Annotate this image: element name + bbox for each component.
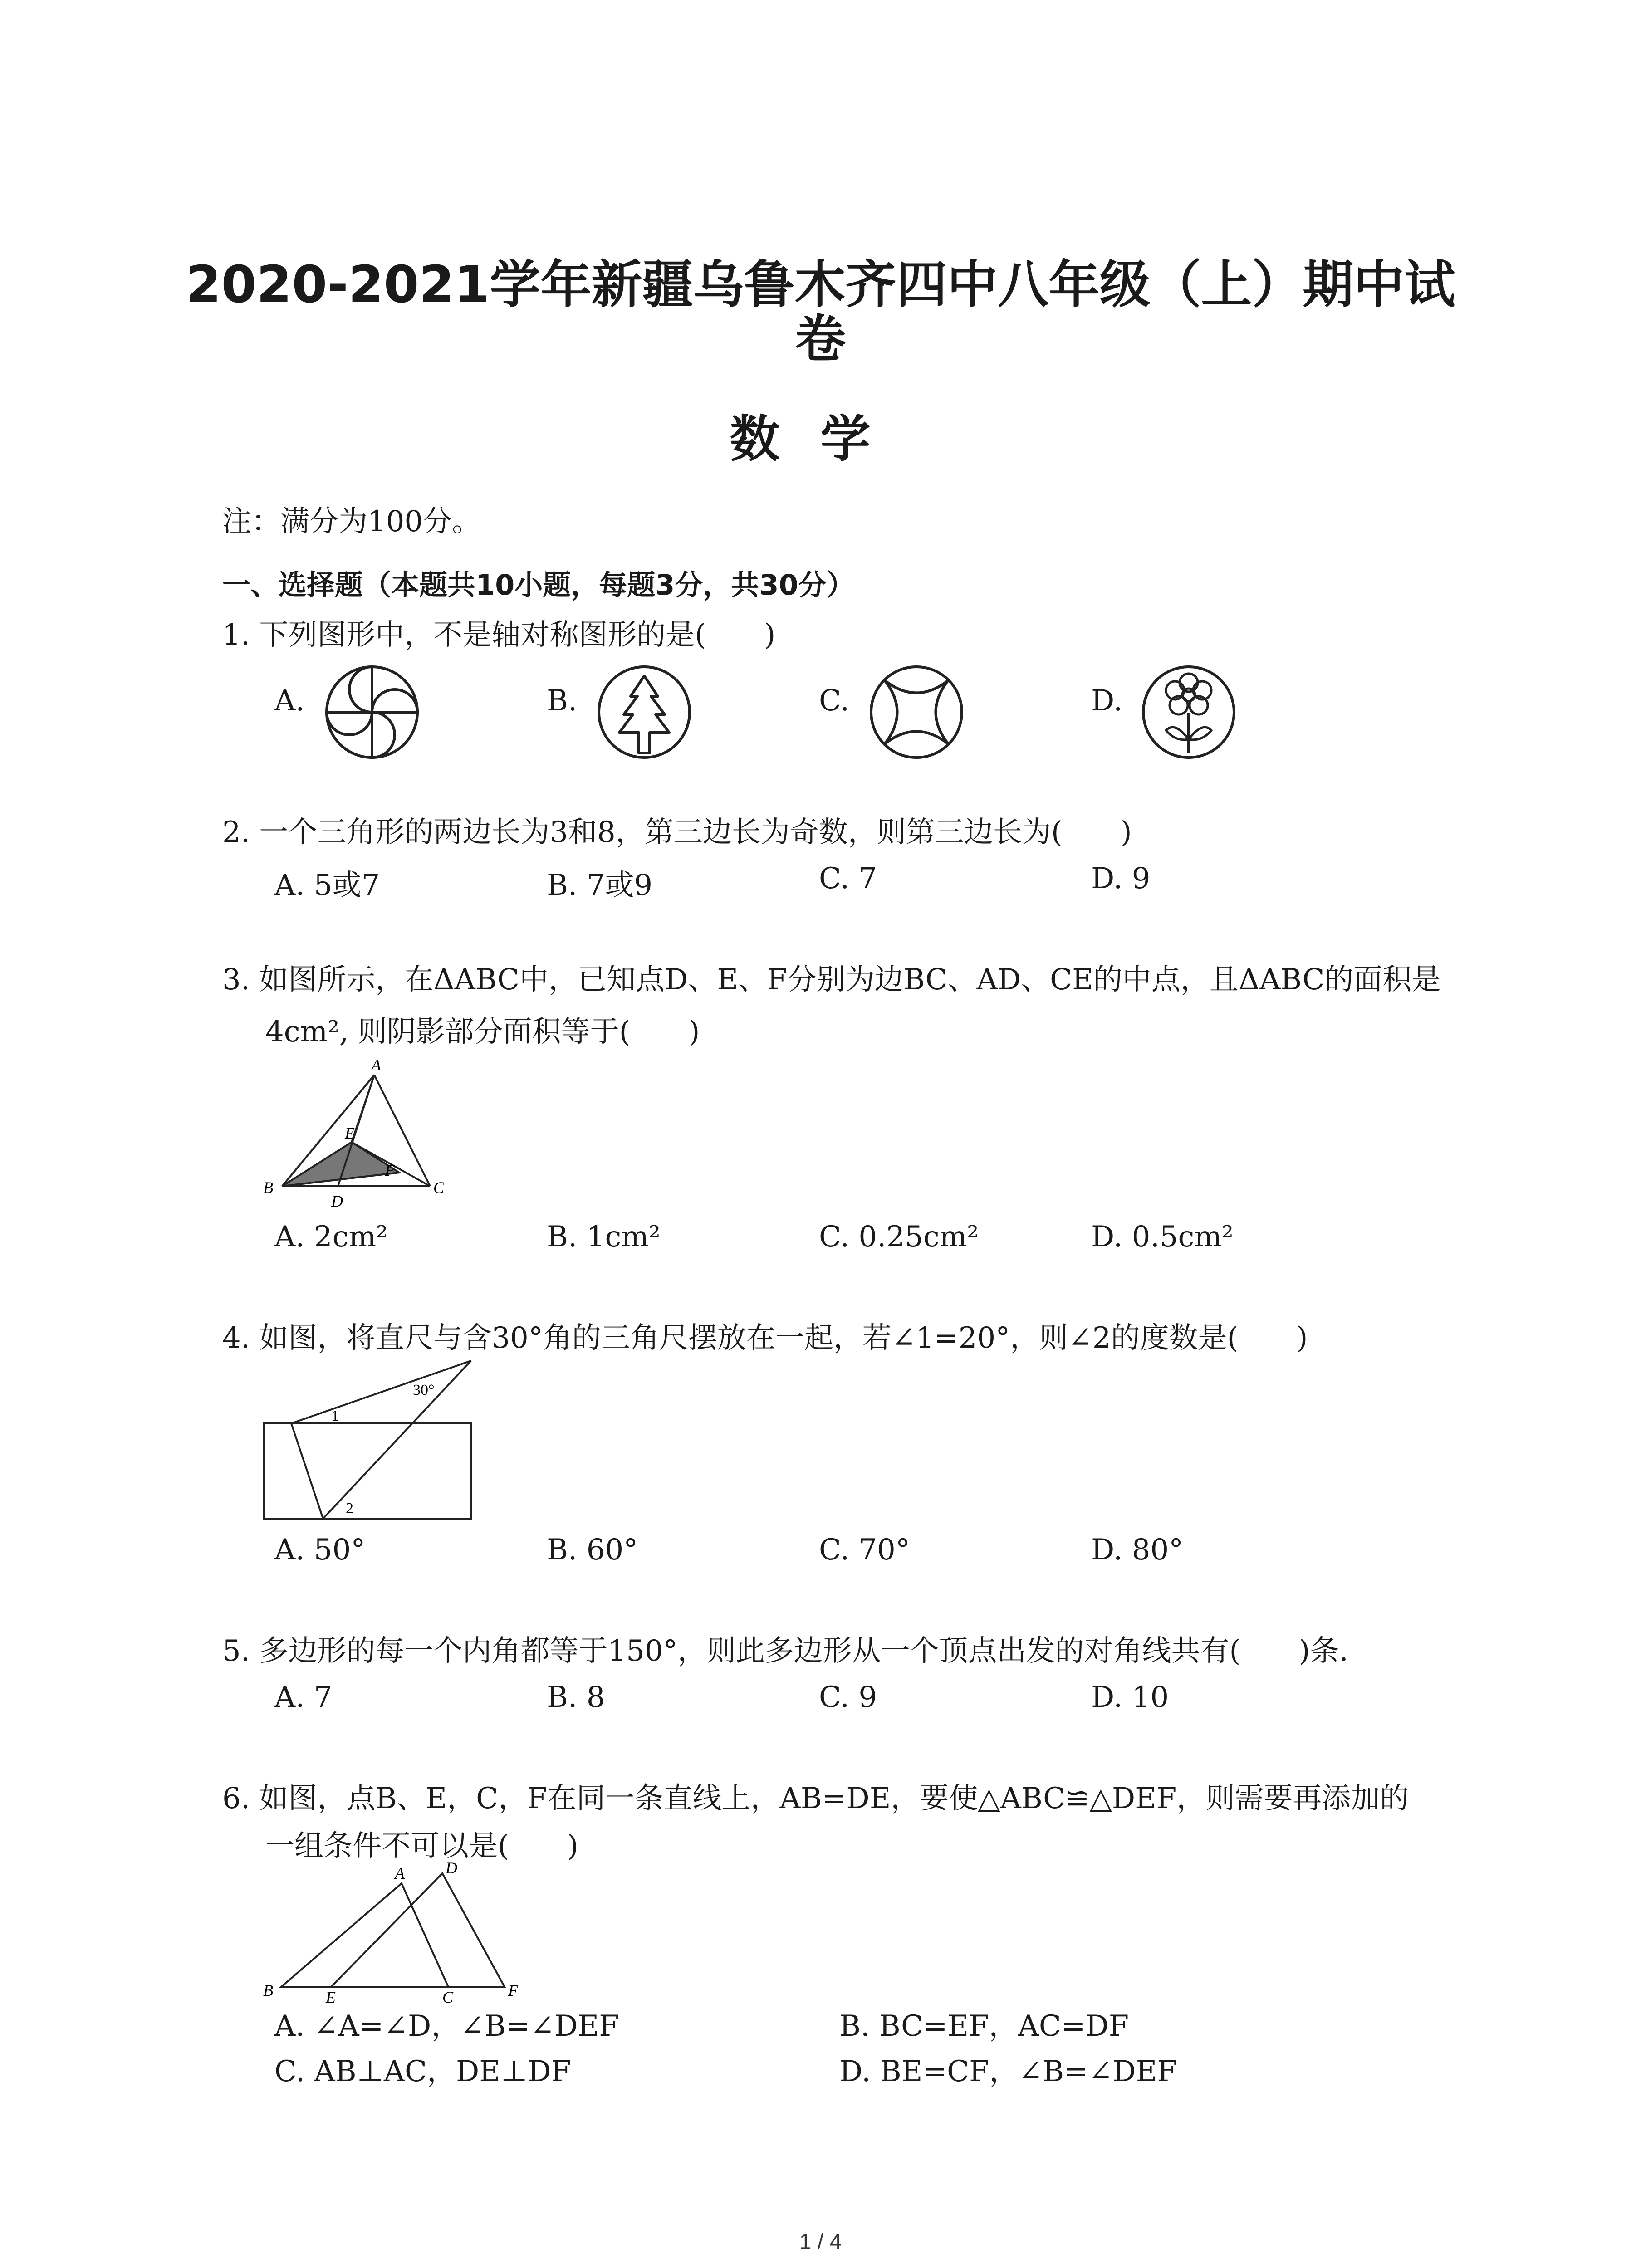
q2-option-a: A. 5或7: [274, 869, 380, 902]
q4-option-d: D. 80°: [1091, 1533, 1184, 1567]
question-3-stem-line2: 4cm², 则阴影部分面积等于( ): [265, 1015, 700, 1049]
question-6-stem-line2: 一组条件不可以是( ): [265, 1829, 578, 1863]
section-heading: 一、选择题（本题共10小题，每题3分，共30分）: [222, 568, 855, 601]
fig3-label-d: D: [331, 1192, 343, 1210]
question-5-stem: 5. 多边形的每一个内角都等于150°，则此多边形从一个顶点出发的对角线共有( )条.: [222, 1634, 1348, 1668]
triangles-abc-def-figure: [263, 1859, 535, 2006]
fig3-label-a: A: [371, 1056, 381, 1074]
q1-option-c-label: C.: [819, 684, 850, 718]
q2-option-d: D. 9: [1091, 862, 1151, 895]
triangle-abc-figure: [263, 1057, 454, 1216]
q3-option-b: B. 1cm²: [547, 1220, 661, 1254]
q1-option-b-label: B.: [547, 684, 578, 718]
exam-title-line2: 卷: [795, 310, 846, 369]
q6-option-d: D. BE=CF，∠B=∠DEF: [839, 2055, 1177, 2088]
fig4-label-2: 2: [346, 1500, 353, 1517]
question-2-stem: 2. 一个三角形的两边长为3和8，第三边长为奇数，则第三边长为( ): [222, 816, 1132, 849]
fig6-label-d: D: [446, 1859, 457, 1877]
q5-option-a: A. 7: [274, 1681, 333, 1714]
q4-option-c: C. 70°: [819, 1533, 910, 1567]
q3-option-d: D. 0.5cm²: [1091, 1220, 1234, 1254]
pinwheel-figure: [322, 662, 422, 762]
fig6-label-b: B: [263, 1981, 273, 1999]
q2-option-c: C. 7: [819, 862, 877, 895]
tree-figure: [594, 662, 694, 762]
fig6-label-c: C: [442, 1988, 454, 2006]
q2-option-b: B. 7或9: [547, 869, 653, 902]
fig6-label-a: A: [395, 1864, 405, 1882]
fig3-label-f: F: [385, 1161, 395, 1179]
note-text: 注：满分为100分。: [222, 505, 481, 538]
question-1-stem: 1. 下列图形中，不是轴对称图形的是( ): [222, 618, 776, 652]
fig3-label-e: E: [345, 1124, 355, 1142]
fig3-label-c: C: [433, 1178, 445, 1197]
q6-option-a: A. ∠A=∠D，∠B=∠DEF: [274, 2009, 619, 2043]
q3-option-a: A. 2cm²: [274, 1220, 388, 1254]
fig4-label-30: 30°: [413, 1382, 435, 1398]
q3-option-c: C. 0.25cm²: [819, 1220, 979, 1254]
q1-option-a-label: A.: [274, 684, 305, 718]
fig4-label-1: 1: [331, 1408, 339, 1424]
question-3-stem-line1: 3. 如图所示，在ΔABC中，已知点D、E、F分别为边BC、AD、CE的中点，且ΔABC的面积是: [222, 963, 1441, 997]
q5-option-c: C. 9: [819, 1681, 877, 1714]
fig6-label-f: F: [508, 1981, 518, 1999]
q4-option-b: B. 60°: [547, 1533, 638, 1567]
q4-option-a: A. 50°: [274, 1533, 366, 1567]
q6-option-c: C. AB⊥AC，DE⊥DF: [274, 2055, 571, 2088]
q1-option-d-label: D.: [1091, 684, 1123, 718]
q5-option-b: B. 8: [547, 1681, 605, 1714]
question-4-stem: 4. 如图，将直尺与含30°角的三角尺摆放在一起，若∠1=20°，则∠2的度数是( ): [222, 1321, 1308, 1355]
ruler-triangle-figure: [263, 1356, 481, 1524]
exam-title-line1: 2020-2021学年新疆乌鲁木齐四中八年级（上）期中试: [186, 255, 1455, 314]
concave-square-figure: [867, 662, 966, 762]
q6-option-b: B. BC=EF，AC=DF: [839, 2009, 1129, 2043]
fig3-label-b: B: [263, 1178, 273, 1197]
subject-title: 数学: [730, 410, 911, 468]
fig6-label-e: E: [326, 1988, 336, 2006]
flower-figure: [1139, 662, 1239, 762]
question-6-stem-line1: 6. 如图，点B、E，C，F在同一条直线上，AB=DE，要使△ABC≌△DEF，则需要再添加的: [222, 1782, 1409, 1815]
page-number: 1 / 4: [799, 2230, 842, 2254]
q5-option-d: D. 10: [1091, 1681, 1169, 1714]
